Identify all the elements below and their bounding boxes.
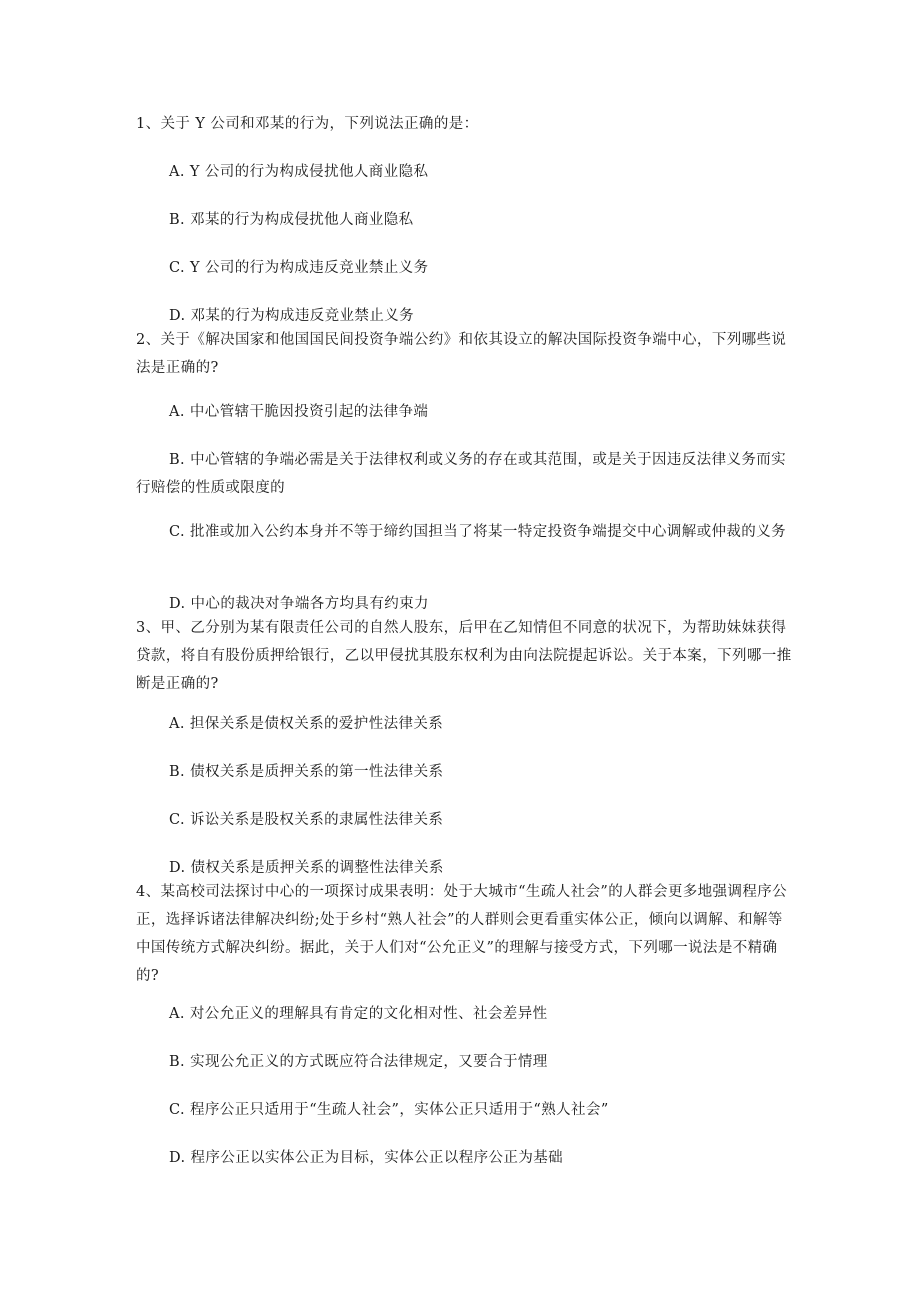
question-4-stem: 4、某高校司法探讨中心的一项探讨成果表明：处于大城市“生疏人社会”的人群会更多地强调程序公正，选择诉诸法律解决纠纷;处于乡村“熟人社会”的人群则会更看重实体公正，倾向以调解、和解等中国传统方式解决纠纷。据此，关于人们对“公允正义”的理解与接受方式，下列哪一说法是不精确的?	[136, 884, 788, 984]
question-2-option-b: B. 中心管辖的争端必需是关于法律权利或义务的存在或其范围，或是关于因违反法律义务而实行赔偿的性质或限度的	[136, 452, 787, 496]
question-4-option-a: A. 对公允正义的理解具有肯定的文化相对性、社会差异性	[169, 1006, 548, 1022]
question-4-option-b: B. 实现公允正义的方式既应符合法律规定，又要合于情理	[169, 1054, 548, 1070]
question-3-option-b: B. 债权关系是质押关系的第一性法律关系	[169, 764, 444, 780]
question-2-option-a: A. 中心管辖干脆因投资引起的法律争端	[169, 404, 429, 420]
question-3-option-a: A. 担保关系是债权关系的爱护性法律关系	[169, 716, 444, 732]
question-1-option-b: B. 邓某的行为构成侵扰他人商业隐私	[169, 212, 414, 228]
question-3-stem: 3、甲、乙分别为某有限责任公司的自然人股东，后甲在乙知情但不同意的状况下，为帮助妹妹获得贷款，将自有股份质押给银行，乙以甲侵扰其股东权利为由向法院提起诉讼。关于本案，下列哪一推断是正确的?	[136, 620, 792, 692]
question-2-option-d: D. 中心的裁决对争端各方均具有约束力	[169, 596, 429, 612]
question-4-option-d: D. 程序公正以实体公正为目标，实体公正以程序公正为基础	[169, 1150, 564, 1166]
question-2-stem: 2、关于《解决国家和他国国民间投资争端公约》和依其设立的解决国际投资争端中心，下列哪些说法是正确的?	[136, 332, 787, 376]
question-4-option-c: C. 程序公正只适用于“生疏人社会”，实体公正只适用于“熟人社会”	[169, 1102, 609, 1118]
question-2-option-c: C. 批准或加入公约本身并不等于缔约国担当了将某一特定投资争端提交中心调解或仲裁的义务	[169, 524, 786, 540]
question-1-option-a: A. Y 公司的行为构成侵扰他人商业隐私	[169, 164, 429, 180]
question-3-option-c: C. 诉讼关系是股权关系的隶属性法律关系	[169, 812, 444, 828]
question-1-option-c: C. Y 公司的行为构成违反竞业禁止义务	[169, 260, 429, 276]
question-1-stem: 1、关于 Y 公司和邓某的行为，下列说法正确的是：	[136, 116, 479, 132]
question-1-option-d: D. 邓某的行为构成违反竞业禁止义务	[169, 308, 415, 324]
question-3-option-d: D. 债权关系是质押关系的调整性法律关系	[169, 860, 444, 876]
